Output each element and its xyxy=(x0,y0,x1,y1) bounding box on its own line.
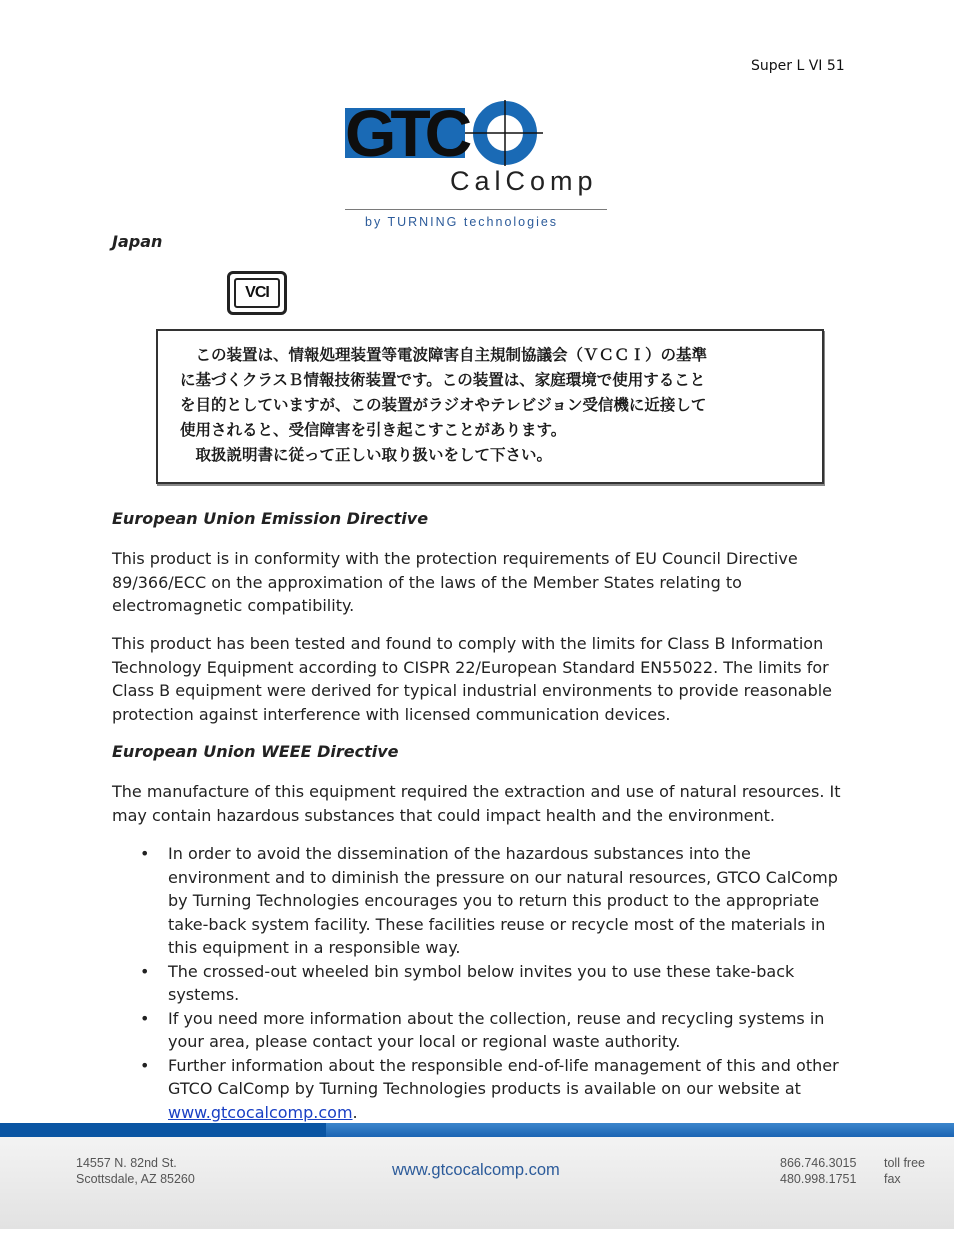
heading-japan: Japan xyxy=(112,232,163,251)
bullet-icon: • xyxy=(140,961,150,981)
weee-bullet-list xyxy=(112,842,852,1124)
logo-calcomp-text: CalComp xyxy=(450,166,598,196)
page-number: Super L VI 51 xyxy=(751,58,845,74)
phone-tollfree: 866.746.3015 xyxy=(780,1156,857,1170)
list-item xyxy=(112,960,852,1007)
bullet-icon: • xyxy=(140,1008,150,1028)
gtco-calcomp-logo xyxy=(345,96,615,235)
vcci-mark-label: VCI xyxy=(234,278,280,308)
footer-website: www.gtcocalcomp.com xyxy=(392,1161,560,1179)
footer xyxy=(0,1137,954,1229)
bullet-icon: • xyxy=(140,1055,150,1075)
phone-tollfree-label: toll free xyxy=(884,1156,925,1170)
address-line-1: 14557 N. 82nd St. xyxy=(76,1156,177,1170)
list-item-text: Further information about the responsible end-of-life management of this and other GTCO CalComp by Turning Technologies products is available on our website at xyxy=(168,1055,839,1098)
vcci-notice-text: この装置は、情報処理装置等電波障害自主規制協議会（ＶＣＣＩ）の基準 に基づくクラスＢ情報技術装置です。この装置は、家庭環境で使用すること を目的としていますが、この装置がラジオやテレビジョン受信機に近接して 使用されると、受信障害を引き起こすことがあります。 取扱説明書に従って正しい取り扱いをして下さい。 xyxy=(180,346,708,464)
phone-fax-label: fax xyxy=(884,1172,901,1186)
phone-row-tollfree xyxy=(780,1155,925,1171)
footer-phones xyxy=(780,1155,925,1187)
list-item xyxy=(112,1007,852,1054)
heading-eu-weee: European Union WEEE Directive xyxy=(112,742,399,761)
eu-weee-intro: The manufacture of this equipment required the extraction and use of natural resources. It may contain hazardous substances that could impact health and the environment. xyxy=(112,782,841,825)
logo-gtc-text: GTC xyxy=(345,96,467,170)
website-link[interactable]: www.gtcocalcomp.com xyxy=(168,1102,353,1122)
footer-bar-accent xyxy=(0,1123,326,1137)
vcci-mark-icon xyxy=(227,271,287,315)
address-line-2: Scottsdale, AZ 85260 xyxy=(76,1172,195,1186)
logo-mark xyxy=(345,96,545,170)
phone-row-fax xyxy=(780,1171,925,1187)
phone-fax: 480.998.1751 xyxy=(780,1172,857,1186)
footer-address xyxy=(76,1155,195,1187)
eu-emission-paragraph-2: This product has been tested and found to comply with the limits for Class B Information Technology Equipment according to CISPR 22/European Standard EN55022. The limits for Class B equipment were derived for typical industrial environments to provide reasonable protection against interference with licensed communication devices. xyxy=(112,634,833,724)
logo-divider xyxy=(345,209,607,210)
link-suffix: . xyxy=(352,1102,358,1122)
list-item-text: The crossed-out wheeled bin symbol below invites you to use these take-back systems. xyxy=(168,961,795,1004)
vcci-notice-box xyxy=(156,329,824,484)
list-item xyxy=(112,1054,852,1125)
bullet-icon: • xyxy=(140,844,150,863)
eu-emission-paragraph-1: This product is in conformity with the protection requirements of EU Council Directive 89/366/ECC on the approximation of the laws of the Member States relating to electromagnetic compatibility. xyxy=(112,549,798,615)
list-item-text: If you need more information about the collection, reuse and recycling systems in your area, please contact your local or regional waste authority. xyxy=(168,1008,825,1051)
list-item xyxy=(112,842,852,960)
logo-tagline: by TURNING technologies xyxy=(365,215,559,229)
list-item-text: In order to avoid the dissemination of the hazardous substances into the environment and to diminish the pressure on our natural resources, GTCO CalComp by Turning Technologies encourages you to return this product to the appropriate take-back system facility. These facilities reuse or recycle most of the materials in this equipment in a responsible way. xyxy=(168,844,838,957)
heading-eu-emission: European Union Emission Directive xyxy=(112,509,429,528)
